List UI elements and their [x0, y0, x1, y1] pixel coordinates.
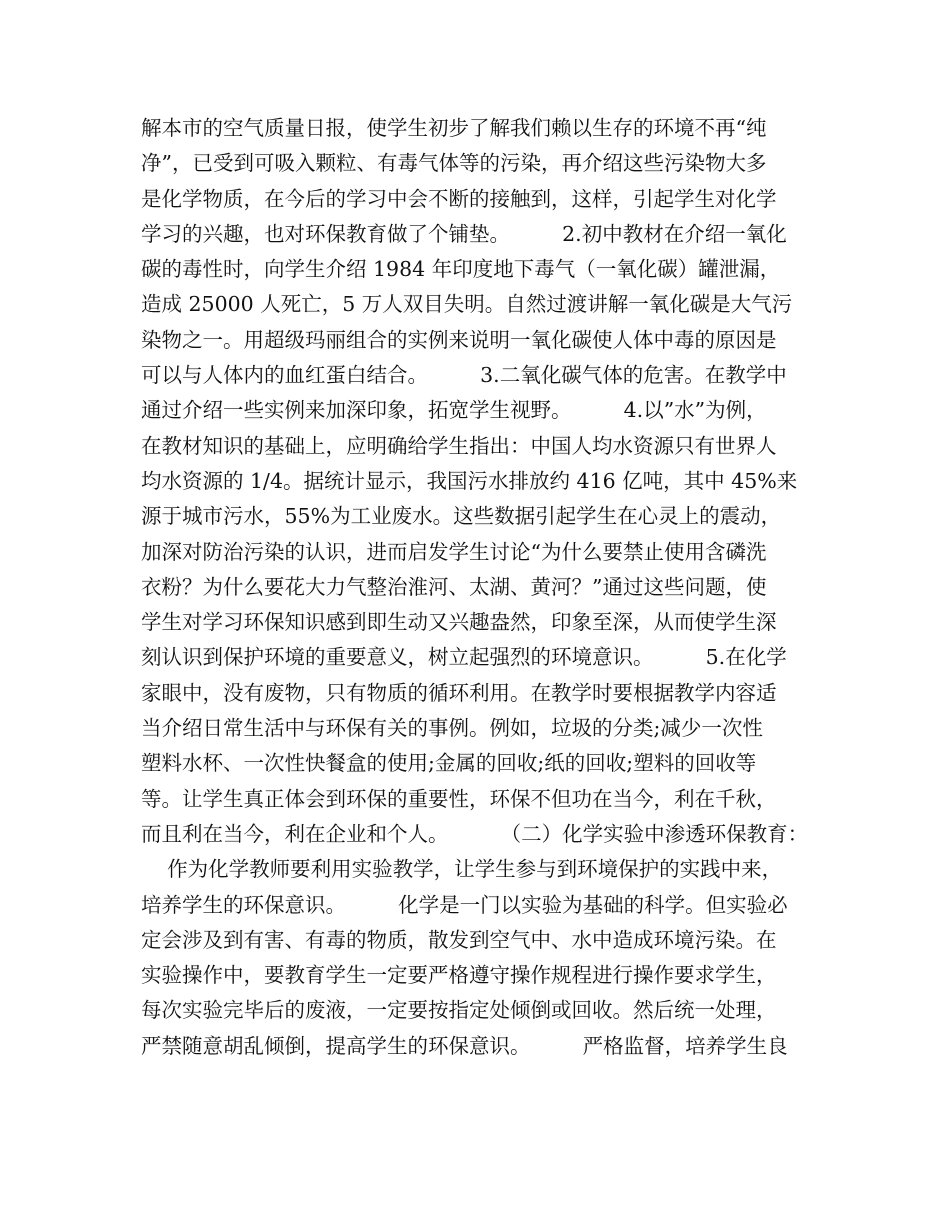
- text-line: 加深对防治污染的认识，进而启发学生讨论“为什么要禁止使用含磷洗: [141, 539, 767, 564]
- text-line: 染物之一。用超级玛丽组合的实例来说明一氧化碳使人体中毒的原因是: [141, 327, 777, 352]
- text-line: 培养学生的环保意识。 化学是一门以实验为基础的科学。但实验必: [141, 892, 788, 917]
- text-line: 而且利在当今，利在企业和个人。 （二）化学实验中渗透环保教育：: [141, 821, 809, 846]
- text-line: 在教材知识的基础上，应明确给学生指出：中国人均水资源只有世界人: [141, 433, 777, 458]
- text-line: 碳的毒性时，向学生介绍 1984 年印度地下毒气（一氧化碳）罐泄漏，: [141, 257, 781, 282]
- text-line: 造成 25000 人死亡，5 万人双目失明。自然过渡讲解一氧化碳是大气污: [141, 292, 793, 317]
- text-line: 作为化学教师要利用实验教学，让学生参与到环境保护的实践中来，: [141, 857, 783, 882]
- text-line: 定会涉及到有害、有毒的物质，散发到空气中、水中造成环境污染。在: [141, 927, 777, 952]
- text-line: 净”，已受到可吸入颗粒、有毒气体等的污染，再介绍这些污染物大多: [141, 151, 767, 176]
- text-line: 学生对学习环保知识感到即生动又兴趣盎然，印象至深，从而使学生深: [141, 610, 777, 635]
- text-line: 源于城市污水，55%为工业废水。这些数据引起学生在心灵上的震动，: [141, 504, 782, 529]
- text-line: 是化学物质，在今后的学习中会不断的接触到，这样，引起学生对化学: [141, 186, 777, 211]
- text-line: 学习的兴趣，也对环保教育做了个铺垫。 2.初中教材在介绍一氧化: [141, 221, 787, 246]
- text-line: 当介绍日常生活中与环保有关的事例。例如，垃圾的分类;减少一次性: [141, 716, 763, 741]
- text-line: 严禁随意胡乱倾倒，提高学生的环保意识。 严格监督，培养学生良: [141, 1033, 788, 1058]
- body-text: [141, 111, 821, 1064]
- text-line: 衣粉？为什么要花大力气整治淮河、太湖、黄河？”通过这些问题，使: [141, 574, 767, 599]
- text-line: 等。让学生真正体会到环保的重要性，环保不但功在当今，利在千秋，: [141, 786, 777, 811]
- text-line: 每次实验完毕后的废液，一定要按指定处倾倒或回收。然后统一处理，: [141, 998, 777, 1023]
- text-line: 实验操作中，要教育学生一定要严格遵守操作规程进行操作要求学生，: [141, 963, 777, 988]
- text-line: 通过介绍一些实例来加深印象，拓宽学生视野。 4.以”水”为例，: [141, 398, 767, 423]
- text-line: 均水资源的 1/4。据统计显示，我国污水排放约 416 亿吨，其中 45%来: [141, 468, 798, 493]
- text-line: 刻认识到保护环境的重要意义，树立起强烈的环境意识。 5.在化学: [141, 645, 787, 670]
- text-line: 可以与人体内的血红蛋白结合。 3.二氧化碳气体的危害。在教学中: [141, 363, 787, 388]
- text-line: 家眼中，没有废物，只有物质的循环利用。在教学时要根据教学内容适: [141, 680, 777, 705]
- text-line: 解本市的空气质量日报，使学生初步了解我们赖以生存的环境不再“纯: [141, 116, 767, 140]
- text-line: 塑料水杯、一次性快餐盒的使用;金属的回收;纸的回收;塑料的回收等: [141, 751, 757, 776]
